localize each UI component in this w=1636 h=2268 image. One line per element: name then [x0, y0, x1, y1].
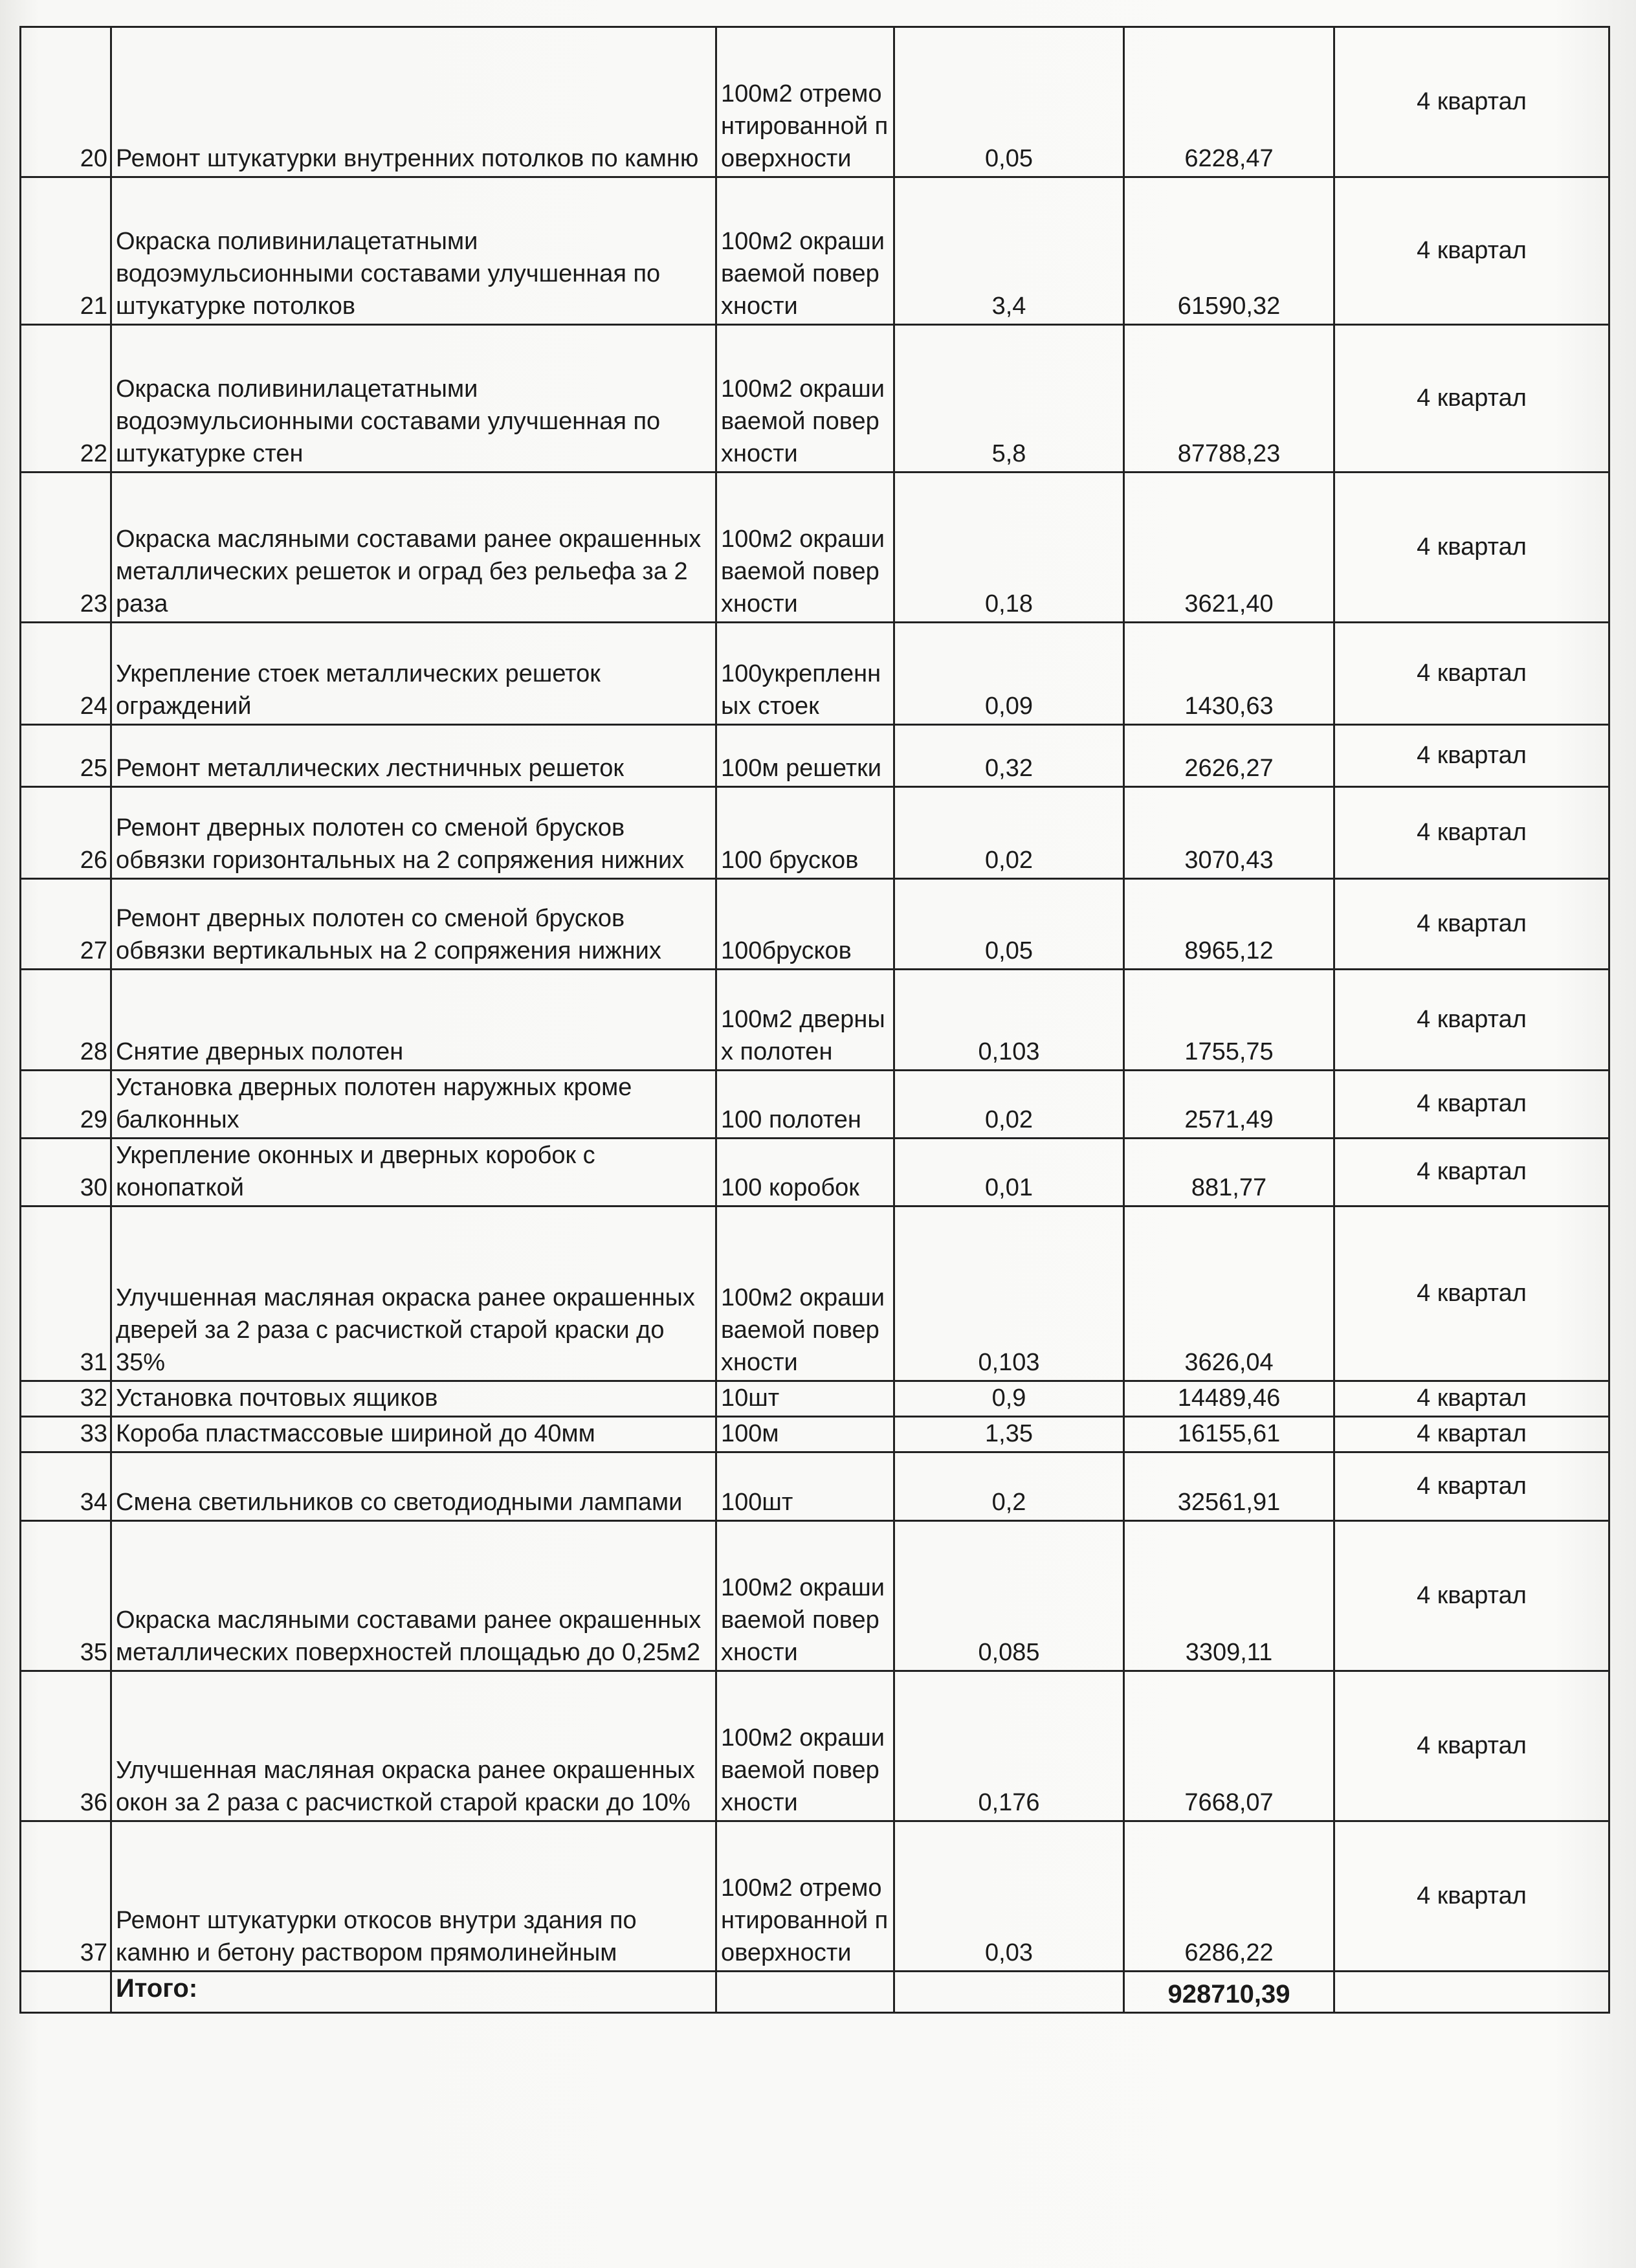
quantity-cell: 0,02	[894, 1071, 1124, 1139]
completion-term-cell: 4 квартал	[1334, 1671, 1609, 1821]
unit-of-measure-cell: 100м2 окрашиваемой поверхности	[716, 1671, 894, 1821]
cost-cell: 14489,46	[1124, 1381, 1334, 1417]
completion-term-cell: 4 квартал	[1334, 787, 1609, 879]
total-empty-cell	[21, 1972, 111, 2013]
unit-of-measure-cell: 100 брусков	[716, 787, 894, 879]
cost-cell: 32561,91	[1124, 1452, 1334, 1521]
quantity-cell: 1,35	[894, 1417, 1124, 1452]
quantity-cell: 0,18	[894, 472, 1124, 623]
table-row	[21, 1139, 1609, 1206]
total-value: 928710,39	[1124, 1972, 1334, 2013]
unit-of-measure-cell: 100м2 отремонтированной поверхности	[716, 1821, 894, 1972]
row-number-cell: 37	[21, 1821, 111, 1972]
table-row	[21, 472, 1609, 623]
row-number-cell: 24	[21, 623, 111, 725]
cost-cell: 7668,07	[1124, 1671, 1334, 1821]
cost-cell: 2626,27	[1124, 725, 1334, 787]
row-number-cell: 32	[21, 1381, 111, 1417]
completion-term-cell: 4 квартал	[1334, 1452, 1609, 1521]
row-number-cell: 22	[21, 325, 111, 472]
completion-term-cell: 4 квартал	[1334, 1821, 1609, 1972]
table-row	[21, 1521, 1609, 1671]
work-name-cell: Укрепление оконных и дверных коробок с конопаткой	[111, 1139, 716, 1206]
work-name-cell: Окраска поливинилацетатными водоэмульсионными составами улучшенная по штукатурке стен	[111, 325, 716, 472]
table-row	[21, 325, 1609, 472]
table-row	[21, 879, 1609, 970]
quantity-cell: 0,05	[894, 879, 1124, 970]
unit-of-measure-cell: 100м2 окрашиваемой поверхности	[716, 472, 894, 623]
completion-term-cell: 4 квартал	[1334, 1071, 1609, 1139]
quantity-cell: 0,02	[894, 787, 1124, 879]
row-number-cell: 26	[21, 787, 111, 879]
table-row	[21, 177, 1609, 325]
cost-cell: 87788,23	[1124, 325, 1334, 472]
total-empty-cell	[894, 1972, 1124, 2013]
row-number-cell: 30	[21, 1139, 111, 1206]
cost-cell: 3626,04	[1124, 1206, 1334, 1381]
row-number-cell: 20	[21, 27, 111, 177]
completion-term-cell: 4 квартал	[1334, 27, 1609, 177]
completion-term-cell: 4 квартал	[1334, 325, 1609, 472]
work-name-cell: Ремонт дверных полотен со сменой брусков обвязки вертикальных на 2 сопряжения нижних	[111, 879, 716, 970]
table-row	[21, 725, 1609, 787]
unit-of-measure-cell: 100 коробок	[716, 1139, 894, 1206]
completion-term-cell: 4 квартал	[1334, 177, 1609, 325]
unit-of-measure-cell: 100шт	[716, 1452, 894, 1521]
quantity-cell: 0,03	[894, 1821, 1124, 1972]
quantity-cell: 0,01	[894, 1139, 1124, 1206]
row-number-cell: 25	[21, 725, 111, 787]
work-name-cell: Короба пластмассовые шириной до 40мм	[111, 1417, 716, 1452]
row-number-cell: 34	[21, 1452, 111, 1521]
table-row	[21, 1206, 1609, 1381]
work-name-cell: Установка дверных полотен наружных кроме балконных	[111, 1071, 716, 1139]
quantity-cell: 0,05	[894, 27, 1124, 177]
unit-of-measure-cell: 100м2 дверных полотен	[716, 970, 894, 1071]
unit-of-measure-cell: 100м	[716, 1417, 894, 1452]
unit-of-measure-cell: 100м2 окрашиваемой поверхности	[716, 177, 894, 325]
unit-of-measure-cell: 100укрепленных стоек	[716, 623, 894, 725]
completion-term-cell: 4 квартал	[1334, 1521, 1609, 1671]
repair-works-table	[19, 26, 1610, 2014]
cost-cell: 6286,22	[1124, 1821, 1334, 1972]
row-number-cell: 33	[21, 1417, 111, 1452]
completion-term-cell: 4 квартал	[1334, 1417, 1609, 1452]
quantity-cell: 0,9	[894, 1381, 1124, 1417]
row-number-cell: 31	[21, 1206, 111, 1381]
cost-cell: 61590,32	[1124, 177, 1334, 325]
quantity-cell: 0,09	[894, 623, 1124, 725]
completion-term-cell: 4 квартал	[1334, 1206, 1609, 1381]
total-empty-cell	[716, 1972, 894, 2013]
work-name-cell: Снятие дверных полотен	[111, 970, 716, 1071]
work-name-cell: Смена светильников со светодиодными лампами	[111, 1452, 716, 1521]
table-row	[21, 27, 1609, 177]
completion-term-cell: 4 квартал	[1334, 472, 1609, 623]
work-name-cell: Укрепление стоек металлических решеток ограждений	[111, 623, 716, 725]
total-row	[21, 1972, 1609, 2013]
table-row	[21, 1417, 1609, 1452]
cost-cell: 8965,12	[1124, 879, 1334, 970]
cost-cell: 1430,63	[1124, 623, 1334, 725]
completion-term-cell: 4 квартал	[1334, 970, 1609, 1071]
work-name-cell: Установка почтовых ящиков	[111, 1381, 716, 1417]
row-number-cell: 29	[21, 1071, 111, 1139]
cost-cell: 3070,43	[1124, 787, 1334, 879]
completion-term-cell: 4 квартал	[1334, 1139, 1609, 1206]
table-row	[21, 1671, 1609, 1821]
cost-cell: 2571,49	[1124, 1071, 1334, 1139]
unit-of-measure-cell: 100брусков	[716, 879, 894, 970]
completion-term-cell: 4 квартал	[1334, 725, 1609, 787]
table-row	[21, 623, 1609, 725]
unit-of-measure-cell: 100 полотен	[716, 1071, 894, 1139]
quantity-cell: 0,103	[894, 970, 1124, 1071]
cost-cell: 1755,75	[1124, 970, 1334, 1071]
quantity-cell: 0,2	[894, 1452, 1124, 1521]
row-number-cell: 28	[21, 970, 111, 1071]
unit-of-measure-cell: 100м2 окрашиваемой поверхности	[716, 1206, 894, 1381]
table-row	[21, 1071, 1609, 1139]
row-number-cell: 21	[21, 177, 111, 325]
unit-of-measure-cell: 100м решетки	[716, 725, 894, 787]
quantity-cell: 0,176	[894, 1671, 1124, 1821]
unit-of-measure-cell: 100м2 отремонтированной поверхности	[716, 27, 894, 177]
completion-term-cell: 4 квартал	[1334, 879, 1609, 970]
quantity-cell: 3,4	[894, 177, 1124, 325]
cost-cell: 881,77	[1124, 1139, 1334, 1206]
row-number-cell: 35	[21, 1521, 111, 1671]
quantity-cell: 0,085	[894, 1521, 1124, 1671]
work-name-cell: Ремонт дверных полотен со сменой брусков обвязки горизонтальных на 2 сопряжения нижних	[111, 787, 716, 879]
row-number-cell: 23	[21, 472, 111, 623]
table-row	[21, 1821, 1609, 1972]
work-name-cell: Улучшенная масляная окраска ранее окрашенных дверей за 2 раза с расчисткой старой краски до 35%	[111, 1206, 716, 1381]
completion-term-cell: 4 квартал	[1334, 623, 1609, 725]
work-name-cell: Окраска поливинилацетатными водоэмульсионными составами улучшенная по штукатурке потолков	[111, 177, 716, 325]
table-body	[21, 27, 1609, 2013]
table-row	[21, 1381, 1609, 1417]
quantity-cell: 0,32	[894, 725, 1124, 787]
work-name-cell: Окраска масляными составами ранее окрашенных металлических решеток и оград без рельефа за 2 раза	[111, 472, 716, 623]
unit-of-measure-cell: 100м2 окрашиваемой поверхности	[716, 325, 894, 472]
total-empty-cell	[1334, 1972, 1609, 2013]
cost-cell: 3309,11	[1124, 1521, 1334, 1671]
work-name-cell: Окраска масляными составами ранее окрашенных металлических поверхностей площадью до 0,25м2	[111, 1521, 716, 1671]
total-label: Итого:	[111, 1972, 716, 2013]
cost-cell: 6228,47	[1124, 27, 1334, 177]
table-row	[21, 1452, 1609, 1521]
work-name-cell: Улучшенная масляная окраска ранее окрашенных окон за 2 раза с расчисткой старой краски до 10%	[111, 1671, 716, 1821]
quantity-cell: 5,8	[894, 325, 1124, 472]
work-name-cell: Ремонт штукатурки внутренних потолков по камню	[111, 27, 716, 177]
work-name-cell: Ремонт металлических лестничных решеток	[111, 725, 716, 787]
cost-cell: 3621,40	[1124, 472, 1334, 623]
quantity-cell: 0,103	[894, 1206, 1124, 1381]
row-number-cell: 36	[21, 1671, 111, 1821]
unit-of-measure-cell: 100м2 окрашиваемой поверхности	[716, 1521, 894, 1671]
cost-cell: 16155,61	[1124, 1417, 1334, 1452]
unit-of-measure-cell: 10шт	[716, 1381, 894, 1417]
work-name-cell: Ремонт штукатурки откосов внутри здания по камню и бетону раствором прямолинейным	[111, 1821, 716, 1972]
row-number-cell: 27	[21, 879, 111, 970]
completion-term-cell: 4 квартал	[1334, 1381, 1609, 1417]
table-row	[21, 970, 1609, 1071]
table-row	[21, 787, 1609, 879]
